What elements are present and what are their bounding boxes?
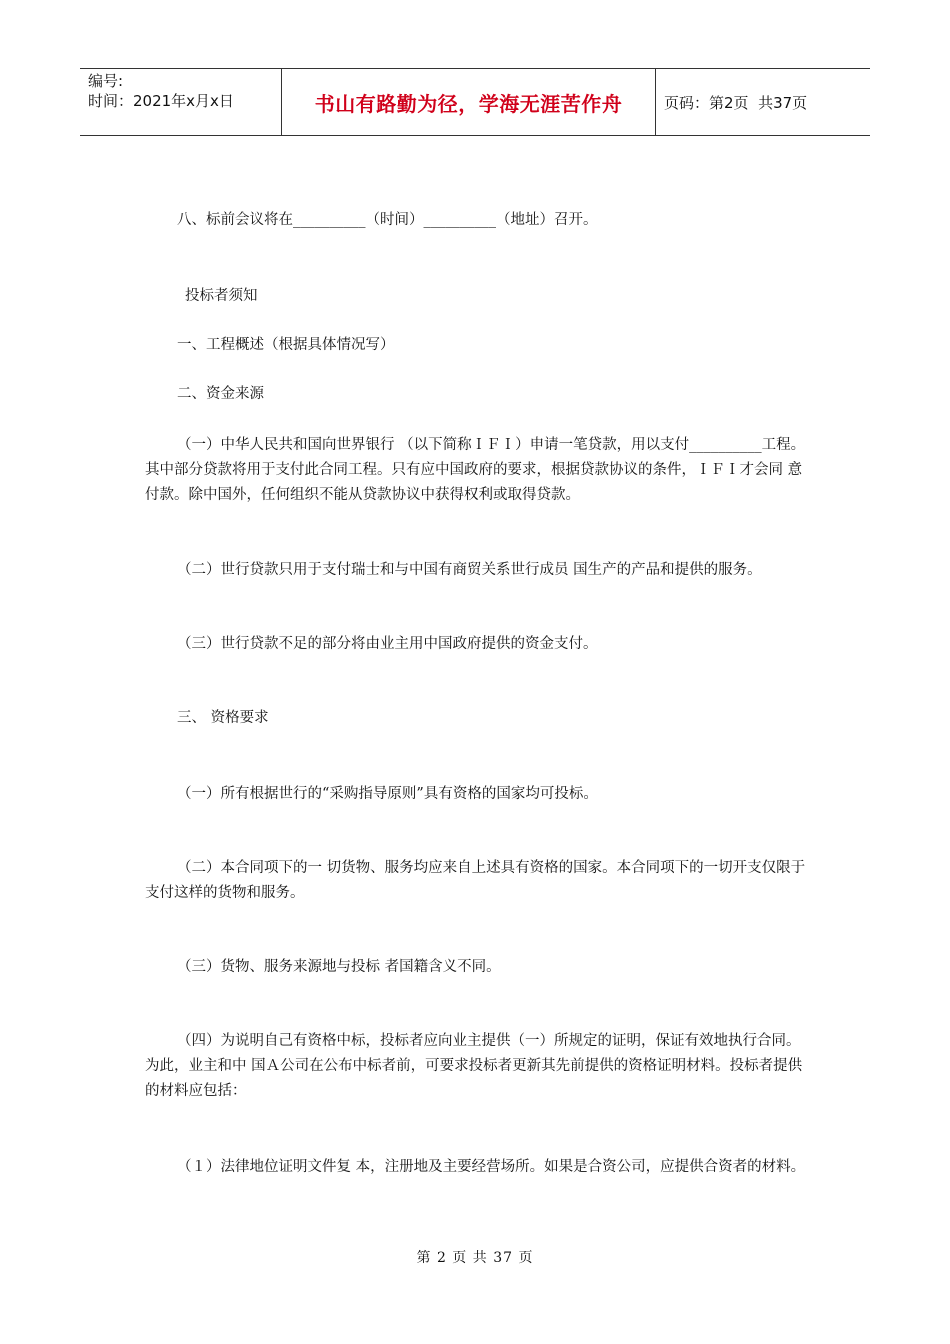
header-page-info: 页码：第2页 共37页: [664, 93, 808, 112]
section-heading-funding-source: 二、资金来源: [177, 386, 264, 402]
paragraph-eligibility-2: （二）本合同项下的一 切货物、服务均应来自上述具有资格的国家。本合同项下的一切开支仅限于支付这样的货物和服务。: [145, 860, 806, 901]
paragraph-funding-1: （一）中华人民共和国向世界银行 （以下简称ＩＦＩ）申请一笔贷款，用以支付__________工程。其中部分贷款将用于支付此合同工程。只有应中国政府的要求，根据贷款协议的条件，ＩＦＩ才会同 意付款。除中国外，任何组织不能从贷款协议中获得权利或取得贷款。: [145, 437, 806, 503]
section-heading-bidder-instructions: 投标者须知: [185, 288, 258, 304]
serial-label: 编号:: [88, 72, 124, 90]
section-heading-project-overview: 一、工程概述（根据具体情况写）: [177, 337, 395, 353]
paragraph-eligibility-3: （三）货物、服务来源地与投标 者国籍含义不同。: [177, 959, 501, 975]
header-page-cell: [656, 69, 870, 135]
document-header: [80, 68, 870, 136]
page-footer: 第 2 页 共 37 页: [416, 1250, 534, 1266]
paragraph-pre-bid-meeting: 八、标前会议将在__________（时间）__________（地址）召开。: [177, 212, 598, 228]
paragraph-eligibility-4: （四）为说明自己有资格中标，投标者应向业主提供（一）所规定的证明，保证有效地执行合同。为此，业主和中 国Ａ公司在公布中标者前，可要求投标者更新其先前提供的资格证明材料。投标者提供的材料应包括：: [145, 1033, 803, 1099]
time-label: 时间：2021年x月x日: [88, 92, 234, 110]
header-meta-cell: [80, 69, 282, 135]
section-heading-eligibility: 三、 资格要求: [177, 710, 269, 726]
header-motto: 书山有路勤为径，学海无涯苦作舟: [282, 69, 656, 135]
paragraph-eligibility-4-item-1: （１）法律地位证明文件复 本，注册地及主要经营场所。如果是合资公司，应提供合资者的材料。: [177, 1159, 806, 1175]
paragraph-funding-2: （二）世行贷款只用于支付瑞士和与中国有商贸关系世行成员 国生产的产品和提供的服务。: [177, 562, 762, 578]
paragraph-funding-3: （三）世行贷款不足的部分将由业主用中国政府提供的资金支付。: [177, 636, 598, 652]
paragraph-eligibility-1: （一）所有根据世行的“采购指导原则”具有资格的国家均可投标。: [177, 786, 598, 802]
